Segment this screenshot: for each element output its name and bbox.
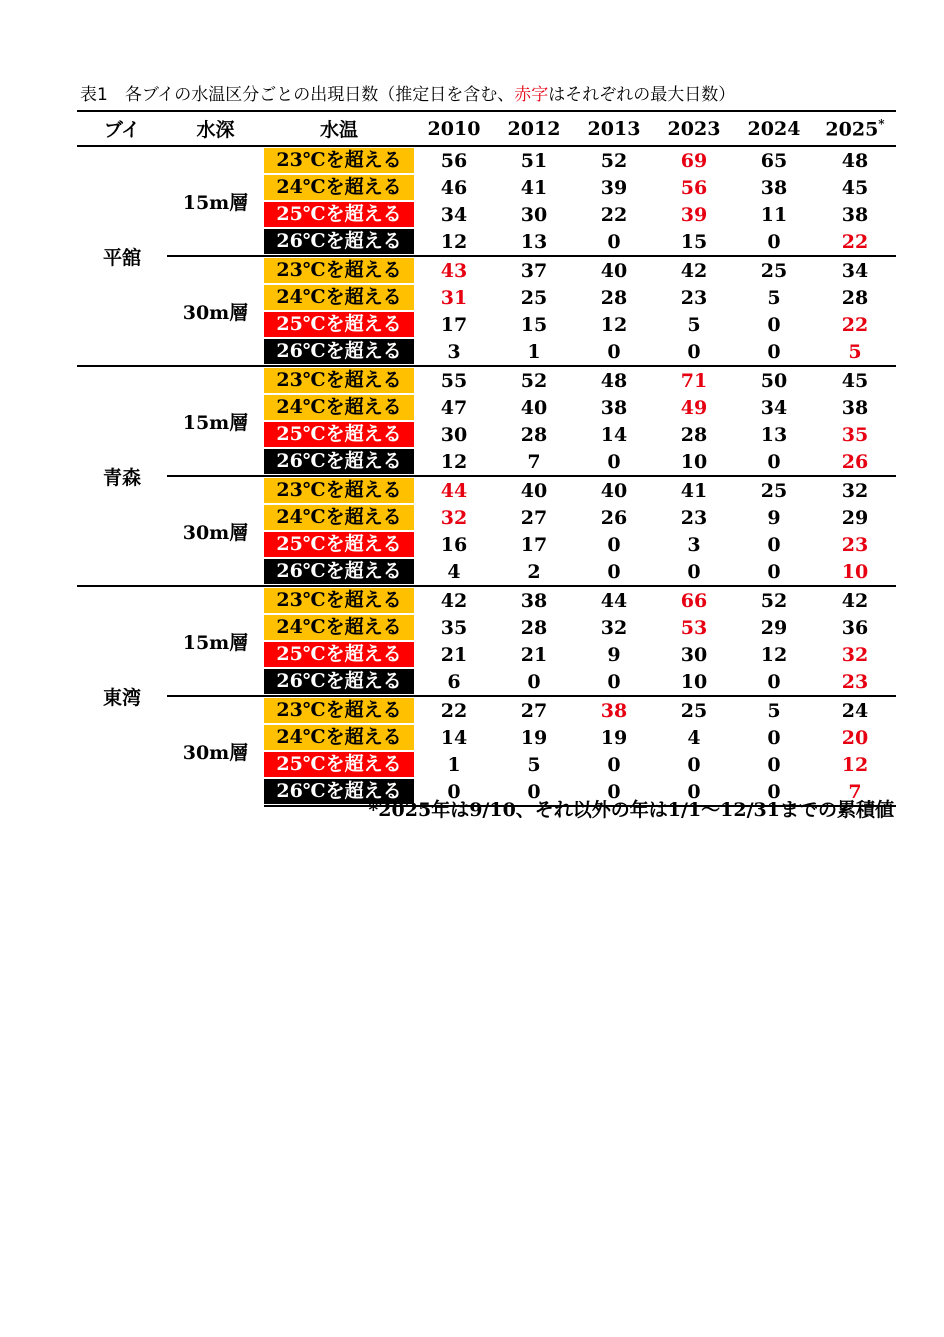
temperature-category-cell [264, 668, 414, 696]
day-count-cell: 66 [654, 586, 734, 614]
day-count-cell: 42 [414, 586, 494, 614]
temperature-category-label: 25℃を超える [264, 312, 414, 337]
day-count-cell: 23 [841, 670, 869, 693]
day-count-cell: 0 [767, 230, 781, 253]
day-count-cell: 41 [520, 176, 548, 199]
day-count-cell: 44 [414, 476, 494, 504]
day-count-cell: 3 [447, 340, 461, 363]
day-count-cell: 43 [414, 256, 494, 284]
day-count-cell: 0 [607, 670, 621, 693]
depth-label: 15m層 [167, 586, 264, 696]
temperature-category-label: 26℃を超える [264, 229, 414, 254]
day-count-cell: 34 [440, 203, 468, 226]
day-count-cell: 21 [440, 643, 468, 666]
day-count-cell: 0 [767, 726, 781, 749]
temperature-category-cell [264, 558, 414, 586]
table-row [77, 256, 896, 284]
day-count-cell: 6 [447, 670, 461, 693]
day-count-cell: 0 [607, 753, 621, 776]
day-count-cell: 71 [654, 366, 734, 394]
day-count-cell: 12 [600, 313, 628, 336]
day-count-cell: 0 [767, 313, 781, 336]
day-count-cell: 10 [841, 560, 869, 583]
temperature-category-label: 24℃を超える [264, 175, 414, 200]
day-count-cell: 22 [600, 203, 628, 226]
day-count-cell: 40 [494, 476, 574, 504]
day-count-cell: 0 [607, 560, 621, 583]
day-count-cell: 1 [447, 753, 461, 776]
day-count-cell: 53 [680, 616, 708, 639]
day-count-cell: 29 [760, 616, 788, 639]
temperature-category-label: 26℃を超える [264, 559, 414, 584]
day-count-cell: 38 [494, 586, 574, 614]
day-count-cell: 49 [680, 396, 708, 419]
day-count-cell: 5 [687, 313, 701, 336]
temperature-category-cell [264, 696, 414, 724]
temperature-category-cell [264, 751, 414, 778]
day-count-cell: 0 [767, 753, 781, 776]
temperature-category-cell [264, 284, 414, 311]
day-count-cell: 28 [680, 423, 708, 446]
day-count-cell: 38 [600, 396, 628, 419]
header-year-2012: 2012 [494, 111, 574, 146]
caption-red-word: 赤字 [514, 85, 549, 105]
header-row [77, 111, 896, 146]
day-count-cell: 1 [527, 340, 541, 363]
day-count-cell: 4 [687, 726, 701, 749]
day-count-cell: 31 [440, 286, 468, 309]
temperature-category-label: 25℃を超える [264, 752, 414, 777]
header-year-2025-label: 2025 [825, 118, 879, 141]
day-count-cell: 48 [841, 149, 869, 172]
temperature-category-label: 26℃を超える [264, 339, 414, 364]
day-count-cell: 16 [440, 533, 468, 556]
temperature-category-label: 23℃を超える [264, 698, 414, 723]
day-count-cell: 28 [520, 616, 548, 639]
temperature-category-label: 23℃を超える [264, 478, 414, 503]
temperature-category-label: 26℃を超える [264, 779, 414, 804]
temperature-category-cell [264, 531, 414, 558]
header-asterisk: * [878, 116, 885, 131]
day-count-cell: 0 [734, 778, 814, 806]
temperature-category-cell [264, 394, 414, 421]
day-count-cell: 0 [767, 533, 781, 556]
day-count-cell: 52 [734, 586, 814, 614]
header-depth: 水深 [167, 111, 264, 146]
day-count-cell: 65 [760, 149, 788, 172]
day-count-cell: 5 [527, 753, 541, 776]
temperature-category-cell [264, 311, 414, 338]
day-count-cell: 39 [680, 203, 708, 226]
day-count-cell: 37 [494, 256, 574, 284]
temperature-category-label: 24℃を超える [264, 725, 414, 750]
day-count-cell: 12 [440, 450, 468, 473]
day-count-cell: 0 [687, 753, 701, 776]
day-count-cell: 15 [520, 313, 548, 336]
temperature-category-label: 26℃を超える [264, 669, 414, 694]
water-temperature-days-table [77, 110, 896, 807]
table-row [77, 366, 896, 394]
day-count-cell: 32 [600, 616, 628, 639]
day-count-cell: 30 [680, 643, 708, 666]
day-count-cell: 0 [767, 340, 781, 363]
temperature-category-label: 24℃を超える [264, 505, 414, 530]
table-row [77, 146, 896, 174]
temperature-category-label: 24℃を超える [264, 395, 414, 420]
day-count-cell: 41 [654, 476, 734, 504]
day-count-cell: 32 [440, 506, 468, 529]
day-count-cell: 27 [520, 506, 548, 529]
day-count-cell: 27 [494, 696, 574, 724]
header-year-2023: 2023 [654, 111, 734, 146]
temperature-category-cell [264, 256, 414, 284]
temperature-category-cell [264, 724, 414, 751]
day-count-cell: 38 [841, 396, 869, 419]
table-row [77, 476, 896, 504]
day-count-cell: 42 [654, 256, 734, 284]
day-count-cell: 46 [440, 176, 468, 199]
day-count-cell: 22 [841, 313, 869, 336]
day-count-cell: 0 [767, 670, 781, 693]
day-count-cell: 55 [414, 366, 494, 394]
day-count-cell: 0 [494, 778, 574, 806]
day-count-cell: 5 [848, 340, 862, 363]
day-count-cell: 35 [841, 423, 869, 446]
temperature-category-label: 23℃を超える [264, 588, 414, 613]
day-count-cell: 7 [814, 778, 896, 806]
day-count-cell: 12 [841, 753, 869, 776]
day-count-cell: 9 [607, 643, 621, 666]
day-count-cell: 0 [654, 778, 734, 806]
depth-label: 15m層 [182, 191, 249, 214]
temperature-category-label: 23℃を超える [264, 258, 414, 283]
temperature-category-cell [264, 146, 414, 174]
day-count-cell: 47 [440, 396, 468, 419]
table-row [77, 586, 896, 614]
day-count-cell: 0 [414, 778, 494, 806]
temperature-category-label: 23℃を超える [264, 148, 414, 173]
day-count-cell: 13 [520, 230, 548, 253]
day-count-cell: 29 [841, 506, 869, 529]
temperature-category-cell [264, 228, 414, 256]
temperature-category-label: 25℃を超える [264, 422, 414, 447]
day-count-cell: 25 [654, 696, 734, 724]
day-count-cell: 23 [680, 286, 708, 309]
day-count-cell: 56 [440, 149, 468, 172]
buoy-name: 平舘 [102, 246, 141, 269]
day-count-cell: 30 [440, 423, 468, 446]
day-count-cell: 22 [414, 696, 494, 724]
temperature-category-cell [264, 366, 414, 394]
day-count-cell: 0 [687, 560, 701, 583]
depth-label: 30m層 [167, 696, 264, 806]
temperature-category-cell [264, 614, 414, 641]
day-count-cell: 7 [527, 450, 541, 473]
day-count-cell: 32 [814, 476, 896, 504]
day-count-cell: 52 [494, 366, 574, 394]
day-count-cell: 0 [574, 778, 654, 806]
temperature-category-label: 25℃を超える [264, 202, 414, 227]
day-count-cell: 26 [841, 450, 869, 473]
day-count-cell: 25 [520, 286, 548, 309]
buoy-name: 青森 [77, 366, 167, 586]
day-count-cell: 5 [734, 696, 814, 724]
day-count-cell: 13 [760, 423, 788, 446]
temperature-category-cell [264, 504, 414, 531]
day-count-cell: 12 [760, 643, 788, 666]
day-count-cell: 38 [841, 203, 869, 226]
day-count-cell: 19 [600, 726, 628, 749]
header-year-2010: 2010 [414, 111, 494, 146]
day-count-cell: 40 [520, 396, 548, 419]
day-count-cell: 17 [520, 533, 548, 556]
header-buoy: ブイ [77, 111, 167, 146]
header-year-2013: 2013 [574, 111, 654, 146]
temperature-category-label: 23℃を超える [264, 368, 414, 393]
day-count-cell: 12 [440, 230, 468, 253]
temperature-category-cell [264, 174, 414, 201]
day-count-cell: 2 [527, 560, 541, 583]
table-caption [80, 80, 735, 105]
day-count-cell: 50 [734, 366, 814, 394]
day-count-cell: 38 [574, 696, 654, 724]
header-year-2025 [814, 111, 896, 146]
temperature-category-label: 25℃を超える [264, 642, 414, 667]
day-count-cell: 23 [841, 533, 869, 556]
day-count-cell: 26 [600, 506, 628, 529]
temperature-category-cell [264, 476, 414, 504]
day-count-cell: 21 [520, 643, 548, 666]
day-count-cell: 28 [841, 286, 869, 309]
temperature-category-label: 25℃を超える [264, 532, 414, 557]
day-count-cell: 5 [767, 286, 781, 309]
day-count-cell: 34 [814, 256, 896, 284]
day-count-cell: 44 [574, 586, 654, 614]
day-count-cell: 25 [734, 476, 814, 504]
temperature-category-cell [264, 201, 414, 228]
day-count-cell: 38 [760, 176, 788, 199]
day-count-cell: 4 [447, 560, 461, 583]
day-count-cell: 45 [814, 366, 896, 394]
footnote: *2025年は9/10、それ以外の年は1/1～12/31までの累積値 [368, 799, 894, 821]
day-count-cell: 28 [600, 286, 628, 309]
header-temp: 水温 [264, 111, 414, 146]
day-count-cell: 22 [841, 230, 869, 253]
table-row [77, 696, 896, 724]
day-count-cell: 0 [767, 450, 781, 473]
day-count-cell: 34 [760, 396, 788, 419]
day-count-cell: 10 [680, 450, 708, 473]
day-count-cell: 35 [440, 616, 468, 639]
day-count-cell: 0 [607, 340, 621, 363]
day-count-cell: 19 [520, 726, 548, 749]
day-count-cell: 52 [600, 149, 628, 172]
depth-label: 15m層 [167, 366, 264, 476]
day-count-cell: 45 [841, 176, 869, 199]
day-count-cell: 0 [607, 230, 621, 253]
depth-label: 30m層 [167, 256, 264, 366]
temperature-category-cell [264, 586, 414, 614]
day-count-cell: 9 [767, 506, 781, 529]
day-count-cell: 20 [841, 726, 869, 749]
day-count-cell: 17 [440, 313, 468, 336]
temperature-category-cell [264, 338, 414, 366]
day-count-cell: 25 [734, 256, 814, 284]
day-count-cell: 10 [680, 670, 708, 693]
day-count-cell: 51 [520, 149, 548, 172]
day-count-cell: 14 [600, 423, 628, 446]
caption-suffix: はそれぞれの最大日数） [548, 85, 736, 105]
depth-label: 30m層 [167, 476, 264, 586]
day-count-cell: 0 [607, 533, 621, 556]
temperature-category-cell [264, 641, 414, 668]
day-count-cell: 15 [680, 230, 708, 253]
day-count-cell: 0 [767, 560, 781, 583]
day-count-cell: 39 [600, 176, 628, 199]
day-count-cell: 28 [520, 423, 548, 446]
day-count-cell: 11 [760, 203, 788, 226]
day-count-cell: 30 [520, 203, 548, 226]
caption-prefix: 表1 各ブイの水温区分ごとの出現日数（推定日を含む、 [80, 85, 515, 105]
day-count-cell: 14 [440, 726, 468, 749]
temperature-category-label: 24℃を超える [264, 615, 414, 640]
day-count-cell: 0 [687, 340, 701, 363]
temperature-category-cell [264, 448, 414, 476]
day-count-cell: 0 [607, 450, 621, 473]
day-count-cell: 32 [841, 643, 869, 666]
buoy-name: 東湾 [77, 586, 167, 806]
day-count-cell: 56 [680, 176, 708, 199]
table-body [77, 146, 896, 806]
temperature-category-label: 26℃を超える [264, 449, 414, 474]
day-count-cell: 0 [527, 670, 541, 693]
day-count-cell: 48 [574, 366, 654, 394]
day-count-cell: 40 [574, 256, 654, 284]
temperature-category-cell [264, 421, 414, 448]
day-count-cell: 36 [841, 616, 869, 639]
day-count-cell: 24 [814, 696, 896, 724]
day-count-cell: 69 [680, 149, 708, 172]
day-count-cell: 42 [814, 586, 896, 614]
header-year-2024: 2024 [734, 111, 814, 146]
day-count-cell: 40 [574, 476, 654, 504]
day-count-cell: 23 [680, 506, 708, 529]
day-count-cell: 3 [687, 533, 701, 556]
temperature-category-label: 24℃を超える [264, 285, 414, 310]
